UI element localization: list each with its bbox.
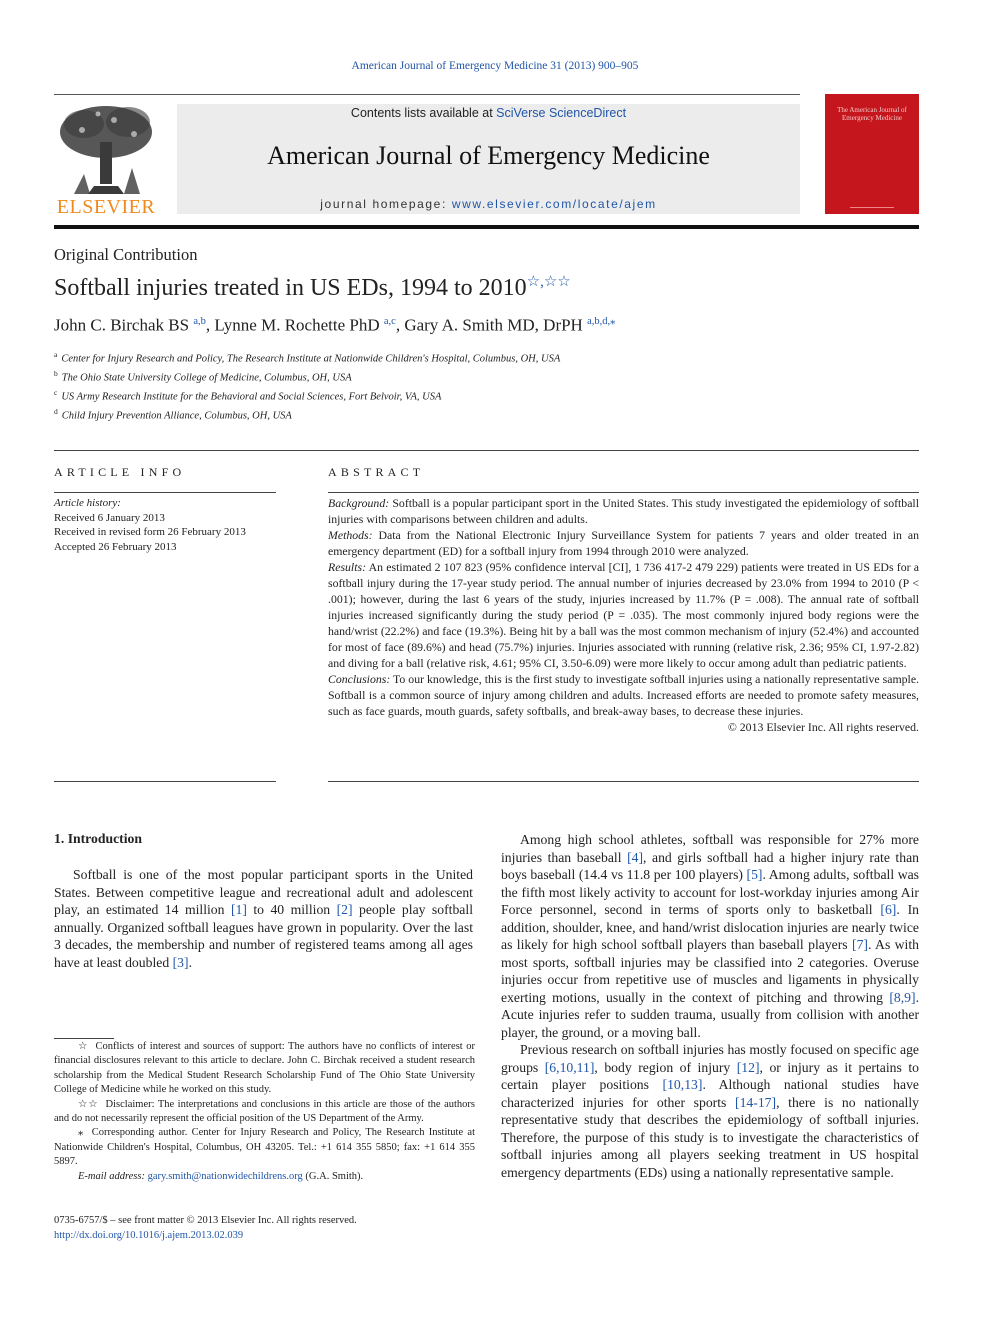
email-label: E-mail address: xyxy=(78,1170,145,1182)
title-footnote-marks[interactable]: ☆,☆☆ xyxy=(526,274,571,290)
header-rule xyxy=(54,94,800,95)
citation-link[interactable]: [5] xyxy=(746,867,763,882)
footnote-disclaimer xyxy=(54,1098,475,1127)
citation-link[interactable]: [1] xyxy=(230,902,247,917)
body-paragraph xyxy=(501,1041,919,1181)
footnote-mark: ☆ xyxy=(78,1041,89,1052)
body-text: Previous research on softball injuries has mostly focused on specific age groups xyxy=(501,1042,919,1075)
author-affiliation-marks[interactable]: a,b,d,⁎ xyxy=(587,316,616,327)
affiliation-text: Center for Injury Research and Policy, The Research Institute at Nationwide Children's Hospital, Columbus, OH, USA xyxy=(61,353,561,365)
contents-line xyxy=(177,106,800,120)
body-text: . Although national studies have characterized injuries for other sports xyxy=(501,1077,919,1110)
abstract-label: Conclusions: xyxy=(328,672,391,686)
email-suffix: (G.A. Smith). xyxy=(302,1170,364,1182)
abstract-text: To our knowledge, this is the first study to investigate softball injuries using a nationally representative sample. Softball is a common source of injury among children and adults. Increased efforts are needed to promote safety measures, such as face guards, mouth guards, safety softballs, and break-away bases, to decrease these injuries. xyxy=(328,672,919,718)
abstract-body xyxy=(328,495,919,735)
abstract-label: Results: xyxy=(328,560,367,574)
footnote-text: Corresponding author. Center for Injury Research and Policy, The Research Institute at Nationwide Children's Hospital, Columbus, OH 43205. Tel.: +1 614 355 5850; fax: +1 614 355 5897. xyxy=(54,1127,475,1168)
citation-link[interactable]: [6,10,11] xyxy=(544,1059,595,1075)
citation-link[interactable]: [14-17] xyxy=(735,1094,777,1110)
affiliation-item xyxy=(54,386,560,405)
body-text: , and girls softball had a higher injury rate than boys baseball (14.4 vs 11.8 per 100 players) xyxy=(501,849,920,882)
body-text: , or injury as it pertains to certain player positions xyxy=(501,1059,919,1092)
journal-citation-link[interactable]: American Journal of Emergency Medicine 31 (2013) 900–905 xyxy=(351,60,639,72)
citation-link[interactable]: [10,13] xyxy=(662,1077,703,1092)
journal-citation[interactable] xyxy=(0,60,990,72)
email-link[interactable]: gary.smith@nationwidechildrens.org xyxy=(147,1170,303,1182)
body-paragraph xyxy=(501,831,919,1041)
citation-link[interactable]: [4] xyxy=(627,849,644,865)
body-column-right xyxy=(501,831,919,1181)
journal-title: American Journal of Emergency Medicine xyxy=(267,141,710,170)
citation-link[interactable]: [12] xyxy=(736,1059,760,1075)
abstract-heading: ABSTRACT xyxy=(328,465,425,479)
body-text: Softball is one of the most popular participant sports in the United States. Between competitive league and recreational adult and adolescent play, an estimated 14 million xyxy=(54,867,473,917)
accepted-date: Accepted 26 February 2013 xyxy=(54,540,177,553)
footnote-mark: ☆☆ xyxy=(78,1098,99,1110)
citation-link[interactable]: [3] xyxy=(172,954,189,970)
article-title xyxy=(54,272,571,302)
article-info-bottom-rule xyxy=(54,781,276,782)
abstract-bottom-rule xyxy=(328,781,919,782)
cover-decoration xyxy=(850,207,894,208)
affiliation-item xyxy=(54,367,560,386)
affiliation-mark: c xyxy=(54,388,58,398)
footnote-text: Conflicts of interest and sources of support: The authors have no conflicts of interest or financial disclosures relevant to this article to declare. John C. Birchak received a student research scholarship from the Medical Student Research Scholarship Fund of The Ohio State University College of Medicine while he worked on this study. xyxy=(54,1041,476,1096)
homepage-link[interactable]: www.elsevier.com/locate/ajem xyxy=(451,197,657,211)
body-text: . Acute injuries refer to sudden trauma, usually from collision with another player, the ground, or a moving ball. xyxy=(501,989,919,1040)
body-text: . Among adults, softball was the fifth most likely activity to account for lost-workday injuries among Air Force personnel, second in terms of sports only to basketball xyxy=(501,867,919,917)
affiliation-mark: a xyxy=(54,350,58,359)
affiliation-item xyxy=(54,405,560,424)
footnotes xyxy=(54,1040,475,1184)
body-text: , body region of injury xyxy=(594,1059,737,1075)
affiliation-item xyxy=(54,348,560,367)
abstract-text: Softball is a popular participant sport in the United States. This study investigated the epidemiology of softball injuries with comparisons between children and adults. xyxy=(328,496,919,526)
footnote-email xyxy=(54,1170,475,1184)
revised-date: Received in revised form 26 February 2013 xyxy=(54,526,246,538)
affiliation-mark: d xyxy=(54,407,58,417)
contents-prefix: Contents lists available at xyxy=(350,106,497,120)
citation-link[interactable]: [7] xyxy=(852,937,868,952)
affiliation-text: Child Injury Prevention Alliance, Columbus, OH, USA xyxy=(61,410,292,422)
abstract-label: Methods: xyxy=(328,528,373,542)
doi-link[interactable]: http://dx.doi.org/10.1016/j.ajem.2013.02.039 xyxy=(54,1229,244,1241)
abstract-label: Background: xyxy=(328,496,390,510)
citation-link[interactable]: [6] xyxy=(880,902,897,917)
body-text: . As with most sports, softball injuries may be classified into 2 categories. Overuse injuries occur from repetitive use of muscles and ligaments in physically exerting motions, usually in the context of pitching and throwing xyxy=(501,937,919,1005)
affiliation-text: The Ohio State University College of Medicine, Columbus, OH, USA xyxy=(61,372,352,384)
header-thick-rule xyxy=(54,225,919,229)
elsevier-wordmark: ELSEVIER xyxy=(56,196,156,218)
abstract-copyright: © 2013 Elsevier Inc. All rights reserved. xyxy=(727,720,919,734)
author-name[interactable]: John C. Birchak BS xyxy=(54,315,190,335)
section-divider xyxy=(54,450,919,451)
body-text: people play softball annually. Organized softball leagues have grown in popularity. Over the last 3 decades, the membership and number of registered teams among all ages have at least doubled xyxy=(54,902,473,970)
footnote-mark: ⁎ xyxy=(78,1127,84,1139)
abstract-background xyxy=(328,495,919,527)
body-text: Among high school athletes, softball was responsible for 27% more injuries than baseball xyxy=(501,832,919,865)
abstract-conclusions xyxy=(328,671,919,719)
body-text: . In addition, shoulder, knee, and hand/wrist dislocation injuries are nearly twice as likely for high school softball players than baseball players xyxy=(501,902,919,952)
abstract-rule xyxy=(328,492,919,493)
author-separator: , xyxy=(395,315,405,335)
abstract-results xyxy=(328,559,919,671)
abstract-text: Data from the National Electronic Injury Surveillance System for patients 7 years and older treated in an emergency department (ED) for a softball injury from 1994 through 2010 were analyzed. xyxy=(328,528,919,558)
body-text: . xyxy=(188,954,192,970)
article-title-text: Softball injuries treated in US EDs, 1994 to 2010 xyxy=(54,275,527,301)
author-affiliation-marks[interactable]: a,b xyxy=(193,316,206,327)
introduction-heading: 1. Introduction xyxy=(54,831,142,846)
article-info-heading: ARTICLE INFO xyxy=(54,465,186,479)
affiliations xyxy=(54,348,560,424)
body-text: to 40 million xyxy=(246,902,337,917)
article-info-rule xyxy=(54,492,276,493)
cover-title: The American Journal of Emergency Medicine xyxy=(837,106,907,122)
author-list xyxy=(54,315,615,336)
history-label: Article history: xyxy=(54,497,121,509)
article-history xyxy=(54,496,276,554)
author-name[interactable]: Lynne M. Rochette PhD xyxy=(214,315,380,335)
footnote-rule xyxy=(54,1038,114,1039)
bottom-info xyxy=(54,1214,357,1243)
issn-line: 0735-6757/$ – see front matter © 2013 Elsevier Inc. All rights reserved. xyxy=(54,1215,357,1226)
author-name[interactable]: Gary A. Smith MD, DrPH xyxy=(404,315,583,335)
sciencedirect-link[interactable]: SciVerse ScienceDirect xyxy=(496,106,627,120)
footnote-conflicts xyxy=(54,1040,475,1098)
affiliation-mark: b xyxy=(54,369,58,379)
body-paragraph xyxy=(54,866,473,971)
author-separator: , xyxy=(205,315,215,335)
abstract-text: An estimated 2 107 823 (95% confidence interval [CI], 1 736 417-2 479 229) patients were treated in US EDs for a softball injury during the 17-year study period. The annual number of injuries decreased by 23.0% from 1994 to 2010 (P < .001); however, during the last 6 years of the study, injuries increased by 11.7% (P = .008). The annual rate of softball injuries increased significantly during the study period (P = .035). The most commonly injured body regions were the hand/wrist (22.2%) and face (19.3%). Being hit by a ball was the most common mechanism of injury (52.4%) and accounted for most of face (89.6%) and head (75.7%) injuries. Injuries associated with running (relative risk, 2.36; 95% CI, 1.97-2.82) and diving for a ball (relative risk, 4.61; 95% CI, 3.50-6.09) were more likely to occur among adult than pediatric patients. xyxy=(328,560,919,670)
author-affiliation-marks[interactable]: a,c xyxy=(383,316,396,327)
abstract-methods xyxy=(328,527,919,559)
article-section-type: Original Contribution xyxy=(54,245,198,264)
citation-link[interactable]: [8,9] xyxy=(889,989,916,1005)
citation-link[interactable]: [2] xyxy=(336,902,353,917)
affiliation-text: US Army Research Institute for the Behavioral and Social Sciences, Fort Belvoir, VA, USA xyxy=(61,391,442,403)
homepage-label: journal homepage: xyxy=(320,197,452,211)
footnote-text: Disclaimer: The interpretations and conclusions in this article are those of the authors and do not necessarily represent the official position of the US Department of the Army. xyxy=(54,1098,475,1125)
body-column-left xyxy=(54,866,473,971)
body-text: , there is no nationally representative study that describes the epidemiology of softball injuries. Therefore, the purpose of this study is to investigate the characteristics of softball injuries among all players seeking treatment in US hospital emergency departments (EDs) using a nationally representative sample. xyxy=(501,1094,919,1180)
homepage-line xyxy=(177,197,800,211)
received-date: Received 6 January 2013 xyxy=(54,511,165,524)
footnote-corresponding xyxy=(54,1126,475,1169)
